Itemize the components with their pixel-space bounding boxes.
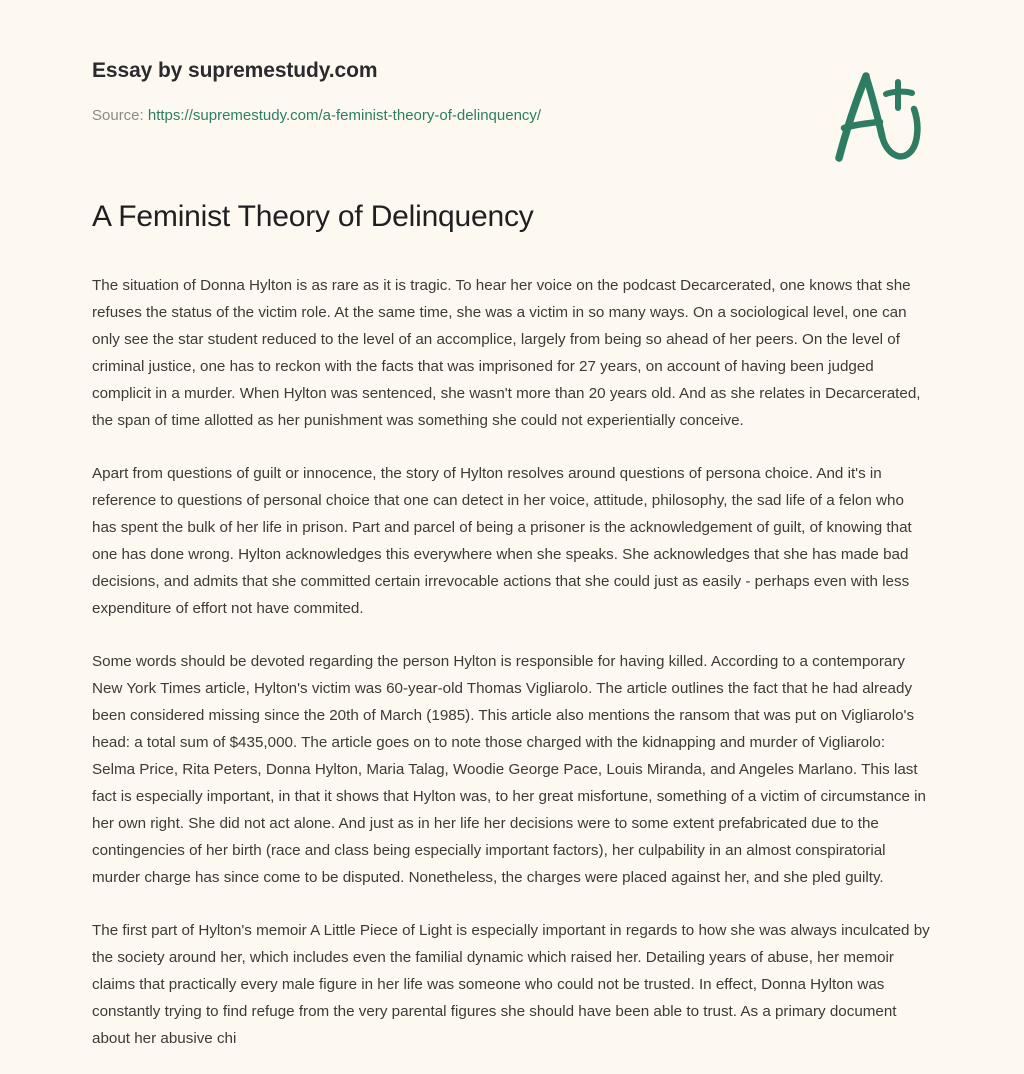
byline: Essay by supremestudy.com bbox=[92, 59, 378, 82]
article-paragraph: The situation of Donna Hylton is as rare as it is tragic. To hear her voice on the podcast Decarcerated, one knows that she refuses the status of the victim role. At the same time, she was a victim in so many ways. On a sociological level, one can only see the star student reduced to the level of an accomplice, largely from being so ahead of her peers. On the level of criminal justice, one has to reckon with the facts that was imprisoned for 27 years, on account of having been judged complicit in a murder. When Hylton was sentenced, she wasn't more than 20 years old. And as she relates in Decarcerated, the span of time allotted as her punishment was something she could not experientially conceive. bbox=[92, 276, 921, 429]
source-label: Source: bbox=[92, 107, 144, 125]
page-header bbox=[0, 0, 1024, 198]
article-paragraph: The first part of Hylton's memoir A Little Piece of Light is especially important in regards to how she was always inculcated by the society around her, which includes even the familial dynamic which raised her. Detailing years of abuse, her memoir claims that practically every male figure in her life was someone who could not be trusted. In effect, Donna Hylton was constantly trying to find refuge from the very parental figures she should have been able to trust. As a primary document about her abusive chi bbox=[92, 921, 930, 1047]
article-body bbox=[92, 272, 932, 1052]
source-line bbox=[92, 106, 932, 126]
source-url-link[interactable]: https://supremestudy.com/a-feminist-theory-of-delinquency/ bbox=[147, 107, 542, 125]
article bbox=[0, 198, 1024, 1052]
a-plus-logo-icon bbox=[820, 62, 932, 174]
article-paragraph: Some words should be devoted regarding the person Hylton is responsible for having killed. According to a contemporary New York Times article, Hylton's victim was 60-year-old Thomas Vigliarolo. The article outlines the fact that he had already been considered missing since the 20th of March (1985). This article also mentions the ransom that was put on Vigliarolo's head: a total sum of $435,000. The article goes on to note those charged with the kidnapping and murder of Vigliarolo: Selma Price, Rita Peters, Donna Hylton, Maria Talag, Woodie George Pace, Louis Miranda, and Angeles Marlano. This last fact is especially important, in that it shows that Hylton was, to her great misfortune, something of a victim of circumstance in her own right. She did not act alone. And just as in her life her decisions were to some extent prefabricated due to the contingencies of her birth (race and class being especially important factors), her culpability in an almost conspiratorial murder charge has since come to be disputed. Nonetheless, the charges were placed against her, and she pled guilty. bbox=[92, 652, 926, 886]
page-title: A Feminist Theory of Delinquency bbox=[92, 200, 534, 233]
article-paragraph: Apart from questions of guilt or innocence, the story of Hylton resolves around questions of persona choice. And it's in reference to questions of personal choice that one can detect in her voice, attitude, philosophy, the sad life of a felon who has spent the bulk of her life in prison. Part and parcel of being a prisoner is the acknowledgement of guilt, of knowing that one has done wrong. Hylton acknowledges this everywhere when she speaks. She acknowledges that she has made bad decisions, and admits that she committed certain irrevocable actions that she could just as easily - perhaps even with less expenditure of effort not have commited. bbox=[92, 464, 912, 617]
